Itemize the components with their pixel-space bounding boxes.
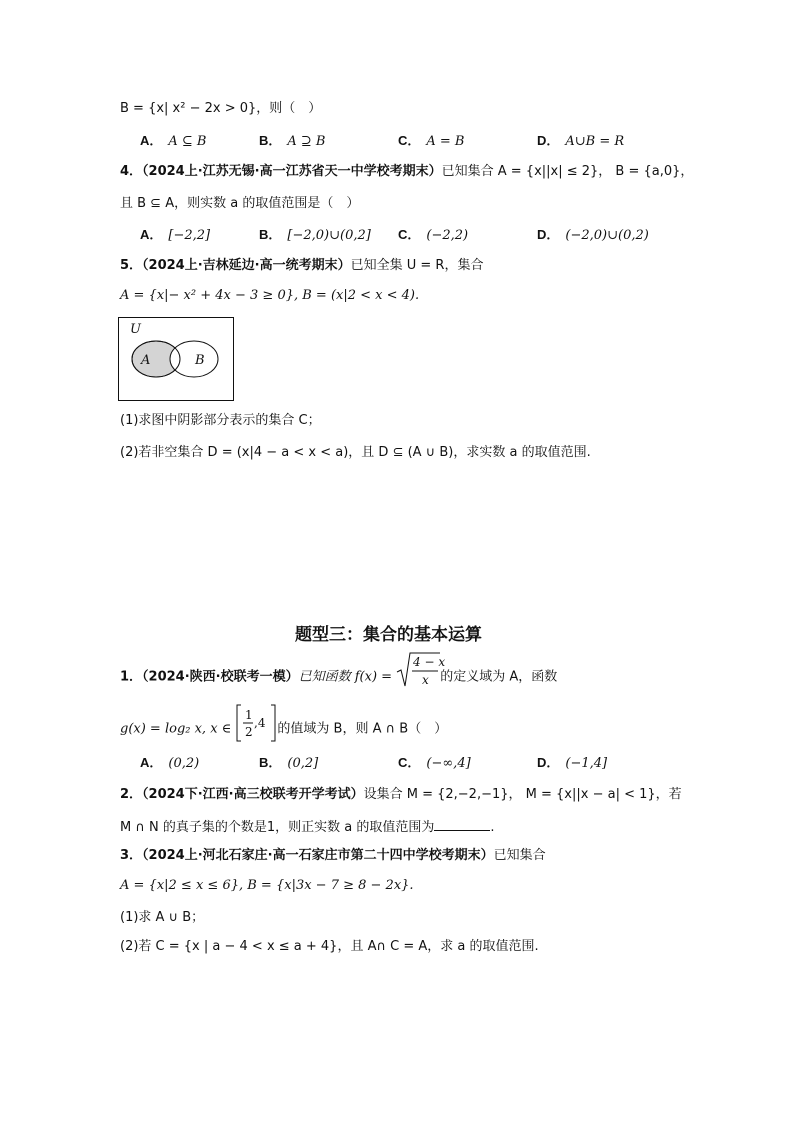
s3-q1-line1: 1．（2024·陕西·校联考一模）已知函数 f(x) = 4 − x x 的定义域为 A，函数 <box>120 664 557 690</box>
q3-option-c: C． A = B <box>398 133 465 149</box>
q3-option-d: D． A∪B = R <box>537 133 625 149</box>
q4-option-d: D． (−2,0)∪(0,2) <box>537 227 649 243</box>
section-title: 题型三：集合的基本运算 <box>295 625 482 645</box>
svg-text:1: 1 <box>245 708 254 722</box>
s3-q1-option-c: C． (−∞,4] <box>398 755 471 771</box>
q4-option-c: C． (−2,2) <box>398 227 469 243</box>
q3-option-b: B． A ⊇ B <box>259 133 326 149</box>
interval-fraction <box>235 703 277 743</box>
venn-label-a: A <box>141 353 151 368</box>
q5-line2: A = {x|− x² + 4x − 3 ≥ 0}, B = (x|2 < x < 4). <box>120 288 420 303</box>
s3-q1-option-a: A． (0,2) <box>140 755 200 771</box>
venn-label-b: B <box>195 353 205 368</box>
q5-sub1: (1)求图中阴影部分表示的集合 C； <box>120 413 321 428</box>
s3-q1-option-b: B． (0,2] <box>259 755 319 771</box>
svg-text:4 − x: 4 − x <box>413 655 446 669</box>
svg-text:,4: ,4 <box>254 716 266 730</box>
answer-blank[interactable] <box>434 818 490 831</box>
q5-sub2: (2)若非空集合 D = (x|4 − a < x < a)，且 D ⊆ (A ∪ B)，求实数 a 的取值范围. <box>120 445 591 460</box>
q4-option-a: A． [−2,2] <box>140 227 211 243</box>
q4-line1: 4．（2024上·江苏无锡·高一江苏省天一中学校考期末）已知集合 A = {x||x| ≤ 2}， B = {a,0}， <box>120 164 694 179</box>
svg-text:x: x <box>422 673 429 687</box>
s3-q1-line2: g(x) = log₂ x, x ∈ 1 2 ,4 的值域为 B，则 A ∩ B（ ） <box>120 715 447 743</box>
sqrt-fraction <box>396 650 446 690</box>
question-3-continuation: B = {x| x² − 2x > 0}，则（ ） <box>120 101 322 116</box>
venn-diagram <box>118 317 234 401</box>
q4-option-b: B． [−2,0)∪(0,2] <box>259 227 371 243</box>
venn-label-u: U <box>130 322 141 337</box>
s3-q3-line2: A = {x|2 ≤ x ≤ 6}, B = {x|3x − 7 ≥ 8 − 2x}. <box>120 878 414 893</box>
s3-q3-sub2: (2)若 C = {x | a − 4 < x ≤ a + 4}，且 A∩ C = A，求 a 的取值范围. <box>120 939 539 954</box>
q3-option-a: A． A ⊆ B <box>140 133 207 149</box>
s3-q2-line1: 2．（2024下·江西·高三校联考开学考试）设集合 M = {2,−2,−1}， M = {x||x − a| < 1}，若 <box>120 787 682 802</box>
s3-q1-option-d: D． (−1,4] <box>537 755 608 771</box>
q5-line1: 5．（2024上·吉林延边·高一统考期末）已知全集 U = R，集合 <box>120 258 484 273</box>
svg-text:2: 2 <box>245 725 254 739</box>
s3-q3-sub1: (1)求 A ∪ B； <box>120 910 205 925</box>
s3-q2-line2: M ∩ N 的真子集的个数是1，则正实数 a 的取值范围为 . <box>120 820 495 835</box>
q4-line2: 且 B ⊆ A，则实数 a 的取值范围是（ ） <box>120 196 360 211</box>
s3-q3-line1: 3．（2024上·河北石家庄·高一石家庄市第二十四中学校考期末）已知集合 <box>120 848 546 863</box>
